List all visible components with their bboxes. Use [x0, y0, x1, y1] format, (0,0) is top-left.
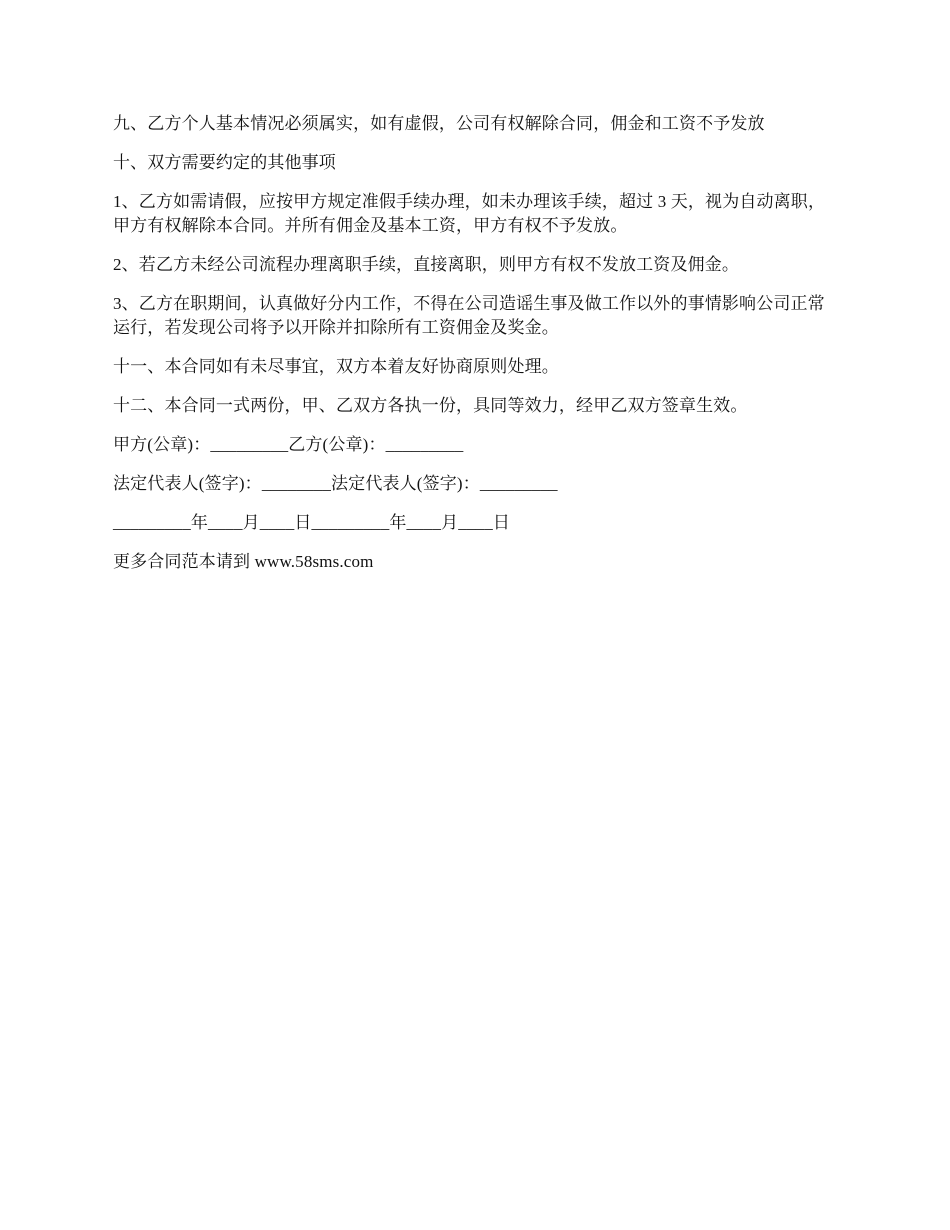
seal-line: 甲方(公章)：_________乙方(公章)：_________	[113, 435, 464, 454]
clause-twelve: 十二、本合同一式两份，甲、乙双方各执一份，具同等效力，经甲乙双方签章生效。	[113, 396, 748, 415]
clause-eleven: 十一、本合同如有未尽事宜，双方本着友好协商原则处理。	[113, 357, 559, 376]
clause-nine: 九、乙方个人基本情况必须属实，如有虚假，公司有权解除合同，佣金和工资不予发放	[113, 114, 765, 133]
date-line: _________年____月____日_________年____月____日	[113, 513, 510, 532]
clause-ten-item-3: 3、乙方在职期间，认真做好分内工作，不得在公司造谣生事及做工作以外的事情影响公司正常运行，若发现公司将予以开除并扣除所有工资佣金及奖金。	[113, 294, 825, 337]
clause-ten-heading: 十、双方需要约定的其他事项	[113, 153, 336, 172]
signature-line: 法定代表人(签字)：________法定代表人(签字)：_________	[113, 474, 558, 493]
clause-ten-item-1: 1、乙方如需请假，应按甲方规定准假手续办理，如未办理该手续，超过 3 天，视为自动离职，甲方有权解除本合同。并所有佣金及基本工资，甲方有权不予发放。	[113, 192, 826, 235]
footer-note: 更多合同范本请到 www.58sms.com	[113, 552, 374, 571]
clause-ten-item-2: 2、若乙方未经公司流程办理离职手续，直接离职，则甲方有权不发放工资及佣金。	[113, 255, 740, 274]
document-body	[113, 112, 833, 589]
